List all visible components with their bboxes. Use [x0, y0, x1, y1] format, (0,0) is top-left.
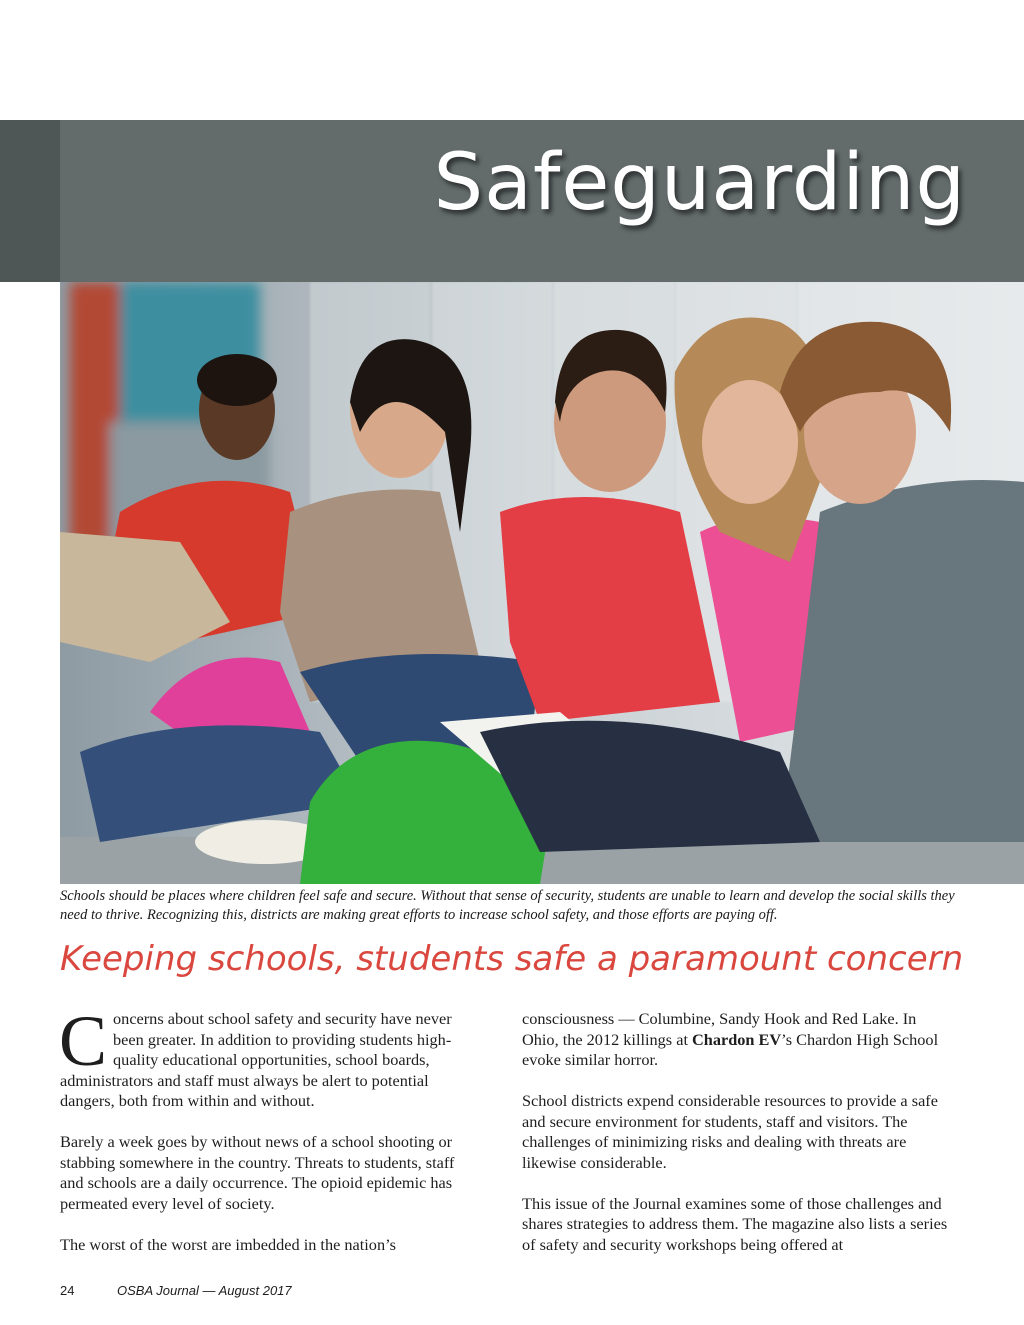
banner-edge-block	[0, 120, 60, 282]
page-title: Safeguarding	[433, 138, 966, 228]
article-paragraph: The worst of the worst are imbedded in the nation’s	[60, 1234, 396, 1254]
article-paragraph: Concerns about school safety and security have never been greater. In addition to providing students high-quality educational opportunities, school boards, administrators and staff must always be alert to potential dangers, both from within and without.	[59, 1001, 452, 1110]
article-paragraph: Barely a week goes by without news of a school shooting or stabbing somewhere in the country. Threats to students, staff and schools are a daily occurrence. The opioid epidemic has permeated every level of society.	[60, 1132, 455, 1213]
article-headline: Keeping schools, students safe a paramount concern	[60, 939, 964, 979]
article-paragraph: consciousness — Columbine, Sandy Hook and Red Lake. In Ohio, the 2012 killings at Chardon EV’s Chardon High School evoke similar horror.	[522, 1009, 939, 1069]
photo-caption: Schools should be places where children feel safe and secure. Without that sense of security, students are unable to learn and develop the social skills they need to thrive. Recognizing this, districts are making great efforts to increase school safety, and those efforts are paying off.	[60, 888, 955, 923]
article-column-right	[522, 1009, 954, 1276]
drop-cap: C	[59, 1001, 108, 1081]
journal-issue: OSBA Journal — August 2017	[117, 1283, 292, 1298]
district-name: Chardon EV	[692, 1029, 782, 1049]
article-column-left	[59, 1001, 472, 1276]
page-number: 24	[60, 1283, 75, 1298]
article-paragraph: This issue of the Journal examines some of those challenges and shares strategies to address them. The magazine also lists a series of safety and security workshops being offered at	[522, 1193, 948, 1254]
students-photo	[60, 282, 1024, 884]
article-paragraph: School districts expend considerable resources to provide a safe and secure environment for students, staff and visitors. The challenges of minimizing risks and dealing with threats are likewise considerable.	[522, 1091, 938, 1172]
